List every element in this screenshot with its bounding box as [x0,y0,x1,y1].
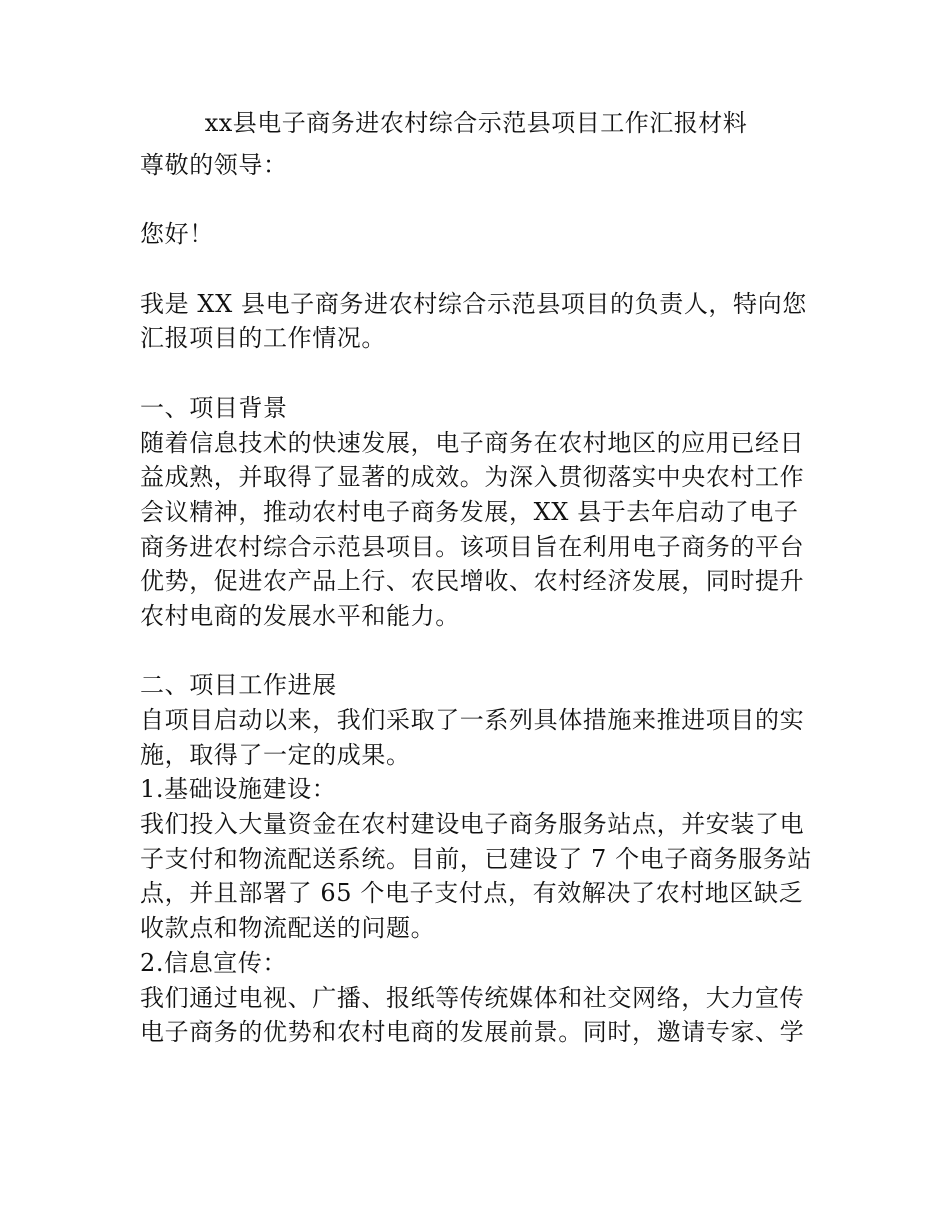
document-title: xx县电子商务进农村综合示范县项目工作汇报材料 [204,109,748,137]
paragraph-line: 施，取得了一定的成果。 [140,740,411,769]
paragraph-line: 随着信息技术的快速发展，电子商务在农村地区的应用已经日 [140,428,805,457]
paragraph-line: 会议精神，推动农村电子商务发展，XX 县于去年启动了电子 [140,497,799,526]
blank-line [140,634,812,669]
blank-line [140,356,812,391]
paragraph-line: 我们投入大量资金在农村建设电子商务服务站点，并安装了电 [140,810,805,839]
paragraph-line: 我们通过电视、广播、报纸等传统媒体和社交网络，大力宣传 [140,983,805,1012]
paragraph-line: 收款点和物流配送的问题。 [140,914,436,943]
paragraph-line: 优势，促进农产品上行、农民增收、农村经济发展，同时提升 [140,567,805,596]
paragraph-line: 农村电商的发展水平和能力。 [140,601,460,630]
blank-line [140,252,812,287]
paragraph-line: 子支付和物流配送系统。目前，已建设了 7 个电子商务服务站 [140,844,812,873]
subsection-heading: 2.信息宣传： [140,948,288,977]
salutation-line: 您好！ [140,220,214,249]
document-body [140,104,812,1050]
intro-line: 我是 XX 县电子商务进农村综合示范县项目的负责人，特向您 [140,289,807,318]
section-heading: 一、项目背景 [140,393,288,422]
greeting-line: 尊敬的领导： [140,151,288,179]
section-heading: 二、项目工作进展 [140,671,337,700]
paragraph-line: 自项目启动以来，我们采取了一系列具体措施来推进项目的实 [140,706,805,734]
intro-line: 汇报项目的工作情况。 [140,324,386,353]
paragraph-line: 电子商务的优势和农村电商的发展前景。同时，邀请专家、学 [140,1018,805,1047]
paragraph-line: 点，并且部署了 65 个电子支付点，有效解决了农村地区缺乏 [140,879,804,908]
paragraph-line: 商务进农村综合示范县项目。该项目旨在利用电子商务的平台 [140,532,805,561]
blank-line [140,183,812,218]
subsection-heading: 1.基础设施建设： [140,775,337,804]
paragraph-line: 益成熟，并取得了显著的成效。为深入贯彻落实中央农村工作 [140,463,805,492]
